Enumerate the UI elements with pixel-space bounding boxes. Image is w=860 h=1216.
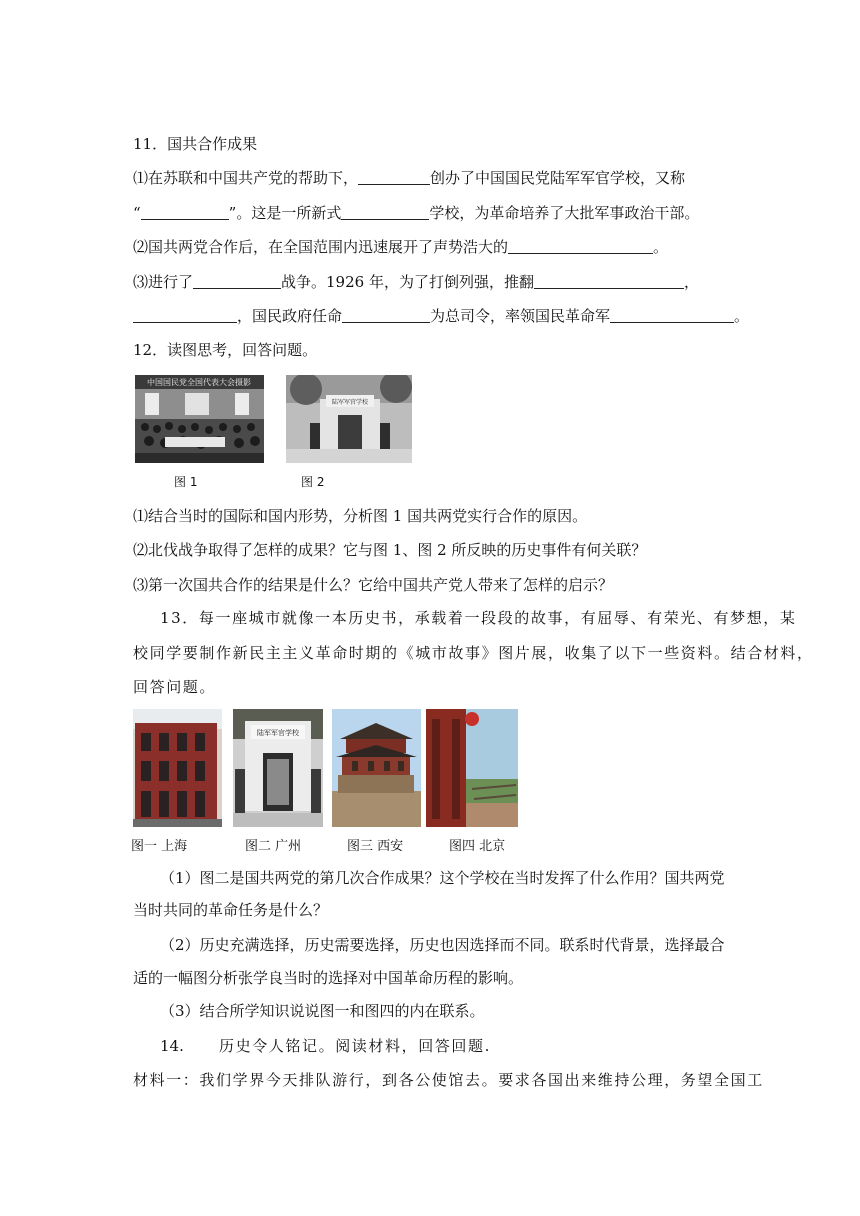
q11-text: ⑶进行了 bbox=[133, 273, 194, 291]
q13-sub-2-line-1: （2）历史充满选择，历史需要选择，历史也因选择而不同。联系时代背景，选择最合 bbox=[160, 936, 725, 954]
photo-beijing bbox=[426, 709, 518, 827]
blank-academy-alias[interactable] bbox=[141, 203, 229, 220]
photo-whampoa-gate bbox=[286, 375, 412, 463]
q11-text: 创办了中国国民党陆军军官学校，又称 bbox=[430, 169, 686, 187]
q13-line-2: 校同学要制作新民主主义革命时期的《城市故事》图片展，收集了以下一些资料。结合材料， bbox=[133, 644, 814, 662]
caption-fig1: 图 1 bbox=[174, 475, 198, 489]
photo1-banner-text: 中国国民党全国代表大会摄影 bbox=[147, 378, 251, 387]
blank-overthrow-2[interactable] bbox=[133, 306, 237, 323]
q11-line-5 bbox=[133, 306, 749, 326]
blank-commander[interactable] bbox=[342, 306, 430, 323]
q12-sub-3: ⑶第一次国共合作的结果是什么？它给中国共产党人带来了怎样的启示？ bbox=[133, 576, 614, 594]
caption-fig-a: 图一 上海 bbox=[131, 839, 188, 854]
q11-text: 。 bbox=[734, 307, 750, 325]
q11-title: 11．国共合作成果 bbox=[133, 135, 258, 153]
photo2-sign-text: 陆军军官学校 bbox=[331, 399, 369, 406]
q11-text: 学校，为革命培养了大批军事政治干部。 bbox=[429, 204, 700, 222]
q13-line-1: 13．每一座城市就像一本历史书，承载着一段段的故事，有屈辱、有荣光、有梦想，某 bbox=[160, 609, 797, 627]
q11-text: 。 bbox=[653, 238, 669, 256]
q11-text: 战争。1926 年，为了打倒列强，推翻 bbox=[281, 273, 534, 291]
q13-sub-1-line-1: （1）图二是国共两党的第几次合作成果？这个学校在当时发挥了什么作用？国共两党 bbox=[160, 869, 725, 887]
photo-guangzhou bbox=[233, 709, 323, 827]
q12-title: 12．读图思考，回答问题。 bbox=[133, 341, 318, 359]
blank-overthrow-1[interactable] bbox=[534, 272, 684, 289]
photo-shanghai bbox=[133, 709, 222, 827]
blank-war-name[interactable] bbox=[193, 272, 281, 289]
q11-line-1 bbox=[133, 168, 685, 188]
q11-text: ⑴在苏联和中国共产党的帮助下， bbox=[133, 169, 359, 187]
q12-sub-2: ⑵北伐战争取得了怎样的成果？它与图 1、图 2 所反映的历史事件有何关联？ bbox=[133, 541, 647, 559]
q14-title: 历史令人铭记。阅读材料，回答回题. bbox=[219, 1037, 491, 1055]
q11-text: “ bbox=[133, 204, 141, 222]
q11-line-3 bbox=[133, 237, 668, 257]
blank-academy-type[interactable] bbox=[341, 203, 429, 220]
q13-line-3: 回答问题。 bbox=[133, 678, 217, 696]
photo-xian bbox=[332, 709, 421, 827]
photo-guangzhou-sign: 陆军军官学校 bbox=[257, 729, 299, 737]
q11-text: ⑵国共两党合作后，在全国范围内迅速展开了声势浩大的 bbox=[133, 238, 509, 256]
q11-text: 为总司令，率领国民革命军 bbox=[430, 307, 611, 325]
blank-movement[interactable] bbox=[508, 237, 653, 254]
q11-text: ， bbox=[683, 273, 699, 291]
photo-kmt-congress bbox=[135, 375, 264, 463]
caption-fig-c: 图三 西安 bbox=[347, 839, 404, 854]
blank-expedition[interactable] bbox=[610, 306, 734, 323]
q12-sub-1: ⑴结合当时的国际和国内形势，分析图 1 国共两党实行合作的原因。 bbox=[133, 507, 588, 525]
caption-fig2: 图 2 bbox=[301, 475, 325, 489]
caption-fig-d: 图四 北京 bbox=[449, 839, 506, 854]
q13-sub-2-line-2: 适的一幅图分析张学良当时的选择对中国革命历程的影响。 bbox=[133, 969, 524, 987]
q13-sub-1-line-2: 当时共同的革命任务是什么？ bbox=[133, 901, 329, 919]
caption-fig-b: 图二 广州 bbox=[245, 839, 302, 854]
q14-number: 14. bbox=[160, 1037, 184, 1055]
q11-text: ”。这是一所新式 bbox=[228, 204, 342, 222]
q11-line-4 bbox=[133, 272, 699, 292]
q11-line-2 bbox=[133, 203, 699, 223]
q11-text: ，国民政府任命 bbox=[237, 307, 343, 325]
blank-academy-founder[interactable] bbox=[358, 168, 430, 185]
q13-sub-3: （3）结合所学知识说说图一和图四的内在联系。 bbox=[160, 1002, 485, 1020]
q14-material-1: 材料一：我们学界今天排队游行，到各公使馆去。要求各国出来维持公理，务望全国工 bbox=[133, 1071, 764, 1089]
